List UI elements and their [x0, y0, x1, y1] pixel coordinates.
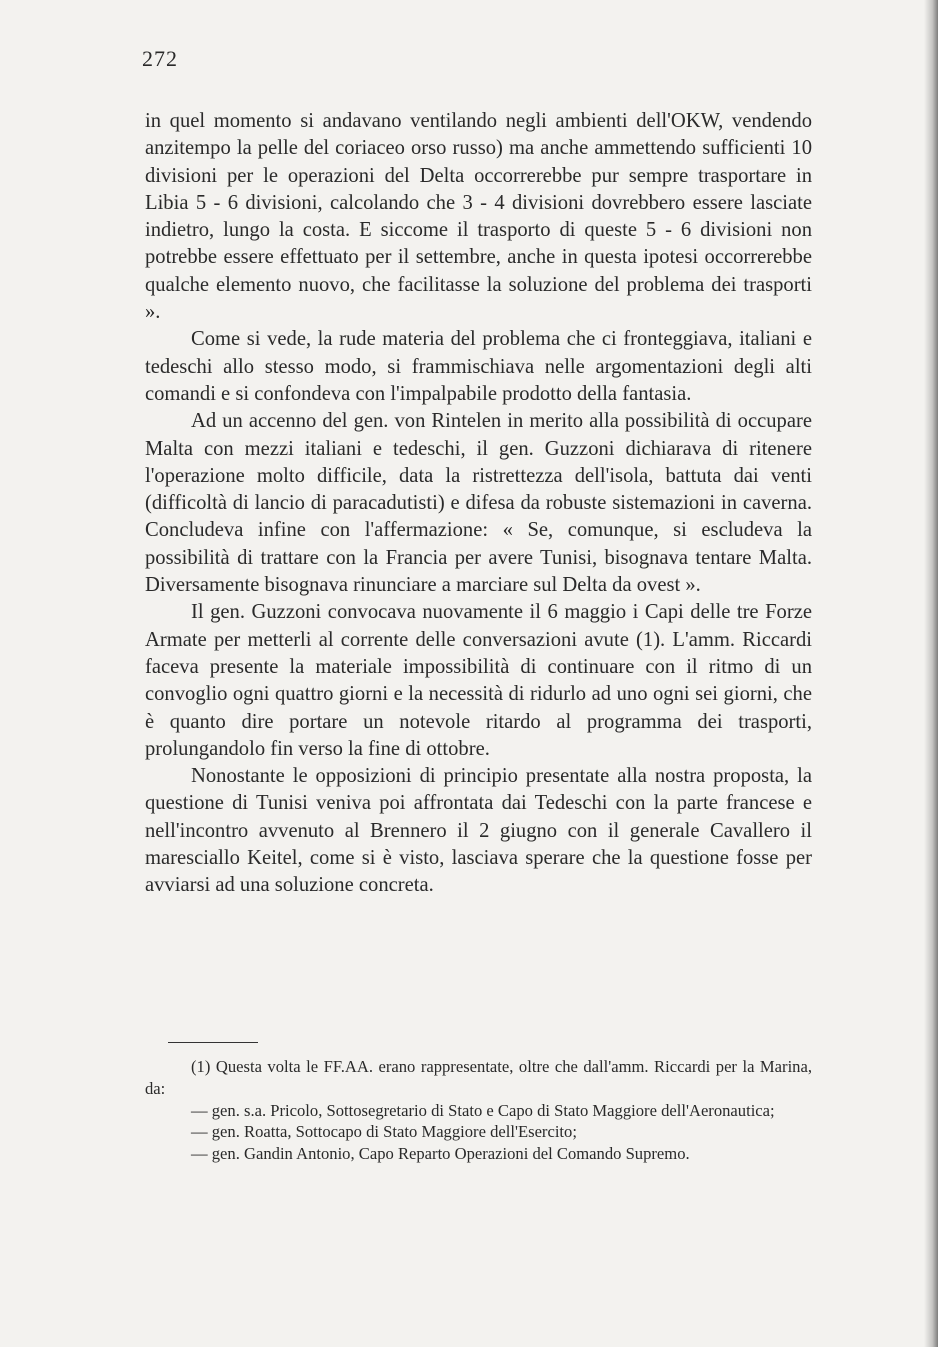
paragraph: Come si vede, la rude materia del problema che ci fronteggiava, italiani e tedeschi allo stesso modo, si frammischiava nelle argomentazioni degli alti comandi e si confondeva con l'impalpabile prodotto della fantasia.: [145, 328, 812, 405]
footnote-item: — gen. Roatta, Sottocapo di Stato Maggiore dell'Esercito;: [191, 1122, 577, 1142]
footnote-item: — gen. s.a. Pricolo, Sottosegretario di Stato e Capo di Stato Maggiore dell'Aeronautica;: [191, 1100, 775, 1120]
body-text: [145, 108, 812, 900]
footnote: (1) Questa volta le FF.AA. erano rappresentate, oltre che dall'amm. Riccardi per la Marina, da:: [145, 1057, 812, 1098]
footnotes: [145, 1056, 812, 1165]
paragraph: Nonostante le opposizioni di principio presentate alla nostra proposta, la questione di Tunisi veniva poi affrontata dai Tedeschi con la parte francese e nell'incontro avvenuto al Brennero il 2 giugno con il generale Cavallero il maresciallo Keitel, come si è visto, lasciava sperare che la questione fosse per avviarsi ad una soluzione concreta.: [145, 765, 812, 897]
paragraph: Il gen. Guzzoni convocava nuovamente il 6 maggio i Capi delle tre Forze Armate per metterli al corrente delle conversazioni avute (1). L'amm. Riccardi faceva presente la materiale impossibilità di continuare con il ritmo di un convoglio ogni quattro giorni e la necessità di ridurlo ad uno ogni sei giorni, che è quanto dire portare un notevole ritardo al programma dei trasporti, prolungandolo fin verso la fine di ottobre.: [145, 601, 812, 760]
page-edge-shadow: [924, 0, 938, 1347]
paragraph: Ad un accenno del gen. von Rintelen in merito alla possibilità di occupare Malta con mezzi italiani e tedeschi, il gen. Guzzoni dichiarava di ritenere l'operazione molto difficile, data la ristrettezza dell'isola, battuta dai venti (difficoltà di lancio di paracadutisti) e difesa da robuste sistemazioni in caverna. Concludeva infine con l'affermazione: « Se, comunque, si escludeva la possibilità di trattare con la Francia per avere Tunisi, bisognava tentare Malta. Diversamente bisognava rinunciare a marciare sul Delta da ovest ».: [145, 410, 812, 597]
footnote-item: — gen. Gandin Antonio, Capo Reparto Operazioni del Comando Supremo.: [191, 1144, 690, 1164]
paragraph: in quel momento si andavano ventilando negli ambienti dell'OKW, vendendo anzitempo la pelle del coriaceo orso russo) ma anche ammettendo sufficienti 10 divisioni per le operazioni del Delta occorrerebbe pur sempre trasportare in Libia 5 - 6 divisioni, calcolando che 3 - 4 divisioni dovrebbero essere lasciate indietro, lungo la costa. E siccome il trasporto di queste 5 - 6 divisioni non potrebbe essere effettuato per il settembre, anche in questa ipotesi occorrerebbe qualche elemento nuovo, che facilitasse la soluzione del problema dei trasporti ».: [145, 110, 812, 324]
page-number: 272: [142, 46, 178, 71]
footnote-divider: [168, 1042, 258, 1043]
